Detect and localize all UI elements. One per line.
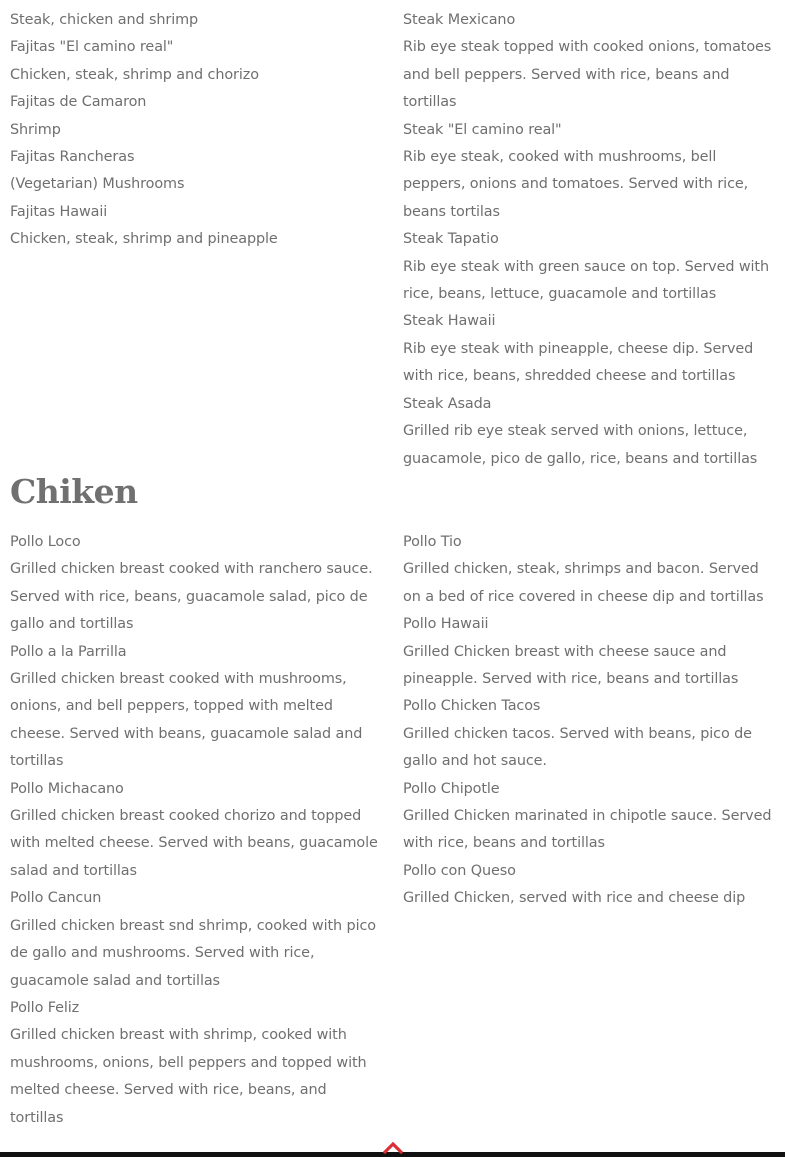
menu-item-description: Chicken, steak, shrimp and pineapple <box>10 231 278 248</box>
menu-item-description: Rib eye steak with pineapple, cheese dip. Served with rice, beans, shredded cheese and tortillas <box>403 340 754 385</box>
menu-item-name: Pollo Cancun <box>10 890 102 907</box>
menu-item-name: Pollo Hawaii <box>403 616 489 633</box>
scroll-to-top-button[interactable] <box>383 1140 403 1154</box>
menu-item-name: Fajitas "El camino real" <box>10 39 174 56</box>
menu-item-description: Grilled chicken breast cooked with ranchero sauce. Served with rice, beans, guacamole salad, pico de gallo and tortillas <box>10 561 373 633</box>
menu-item-name: Fajitas Hawaii <box>10 203 108 220</box>
menu-item-description: (Vegetarian) Mushrooms <box>10 176 185 193</box>
menu-item-name: Steak Asada <box>403 395 492 412</box>
menu-item-name: Fajitas de Camaron <box>10 94 147 111</box>
section-title-chicken: Chiken <box>10 472 138 511</box>
menu-item-name: Pollo a la Parrilla <box>10 643 127 660</box>
menu-item-name: Pollo Michacano <box>10 780 124 797</box>
menu-item-name: Pollo Chicken Tacos <box>403 698 541 715</box>
menu-item-description: Grilled Chicken, served with rice and cheese dip <box>403 890 746 907</box>
menu-item-description: Grilled chicken breast snd shrimp, cooked with pico de gallo and mushrooms. Served with rice, guacamole salad and tortillas <box>10 917 376 989</box>
menu-item-description: Grilled chicken breast cooked chorizo and topped with melted cheese. Served with beans, guacamole salad and tortillas <box>10 808 378 879</box>
chicken-left-column <box>10 529 382 1132</box>
menu-item-description: Shrimp <box>10 121 61 138</box>
menu-item-description: Rib eye steak, cooked with mushrooms, bell peppers, onions and tomatoes. Served with rice, beans tortilas <box>403 149 749 220</box>
menu-item-name: Steak Hawaii <box>403 313 496 330</box>
menu-item-name: Pollo con Queso <box>403 862 516 879</box>
menu-item-description: Grilled rib eye steak served with onions, lettuce, guacamole, pico de gallo, rice, beans and tortillas <box>403 423 758 467</box>
menu-item-name: Steak Mexicano <box>403 12 516 28</box>
menu-item-name: Pollo Tio <box>403 534 462 550</box>
steak-right-column <box>403 7 775 473</box>
menu-item-description: Rib eye steak with green sauce on top. Served with rice, beans, lettuce, guacamole and tortillas <box>403 258 769 303</box>
menu-item-name: Fajitas Rancheras <box>10 149 135 166</box>
menu-item-description: Grilled chicken tacos. Served with beans, pico de gallo and hot sauce. <box>403 725 752 770</box>
menu-item-description: Grilled chicken, steak, shrimps and bacon. Served on a bed of rice covered in cheese dip and tortillas <box>403 561 764 605</box>
menu-item-description: Rib eye steak topped with cooked onions, tomatoes and bell peppers. Served with rice, beans and tortillas <box>403 39 772 111</box>
menu-item-name: Pollo Chipotle <box>403 780 500 797</box>
menu-item-description: Grilled Chicken marinated in chipotle sauce. Served with rice, beans and tortillas <box>403 808 772 852</box>
menu-item-description: Grilled Chicken breast with cheese sauce and pineapple. Served with rice, beans and tortillas <box>403 643 739 688</box>
menu-item-description: Steak, chicken and shrimp <box>10 12 199 28</box>
menu-item-description: Grilled chicken breast cooked with mushrooms, onions, and bell peppers, topped with melted cheese. Served with beans, guacamole salad and tortillas <box>10 671 363 770</box>
menu-item-name: Pollo Loco <box>10 534 81 550</box>
fajitas-left-column <box>10 7 382 254</box>
menu-item-name: Steak "El camino real" <box>403 121 562 138</box>
menu-item-description: Chicken, steak, shrimp and chorizo <box>10 66 259 83</box>
chevron-up-icon <box>383 1140 403 1154</box>
menu-item-name: Steak Tapatio <box>403 231 499 248</box>
menu-item-name: Pollo Feliz <box>10 999 80 1016</box>
menu-item-description: Grilled chicken breast with shrimp, cooked with mushrooms, onions, bell peppers and topped with melted cheese. Served with rice, beans, and tortillas <box>10 1027 367 1126</box>
chicken-right-column <box>403 529 775 913</box>
